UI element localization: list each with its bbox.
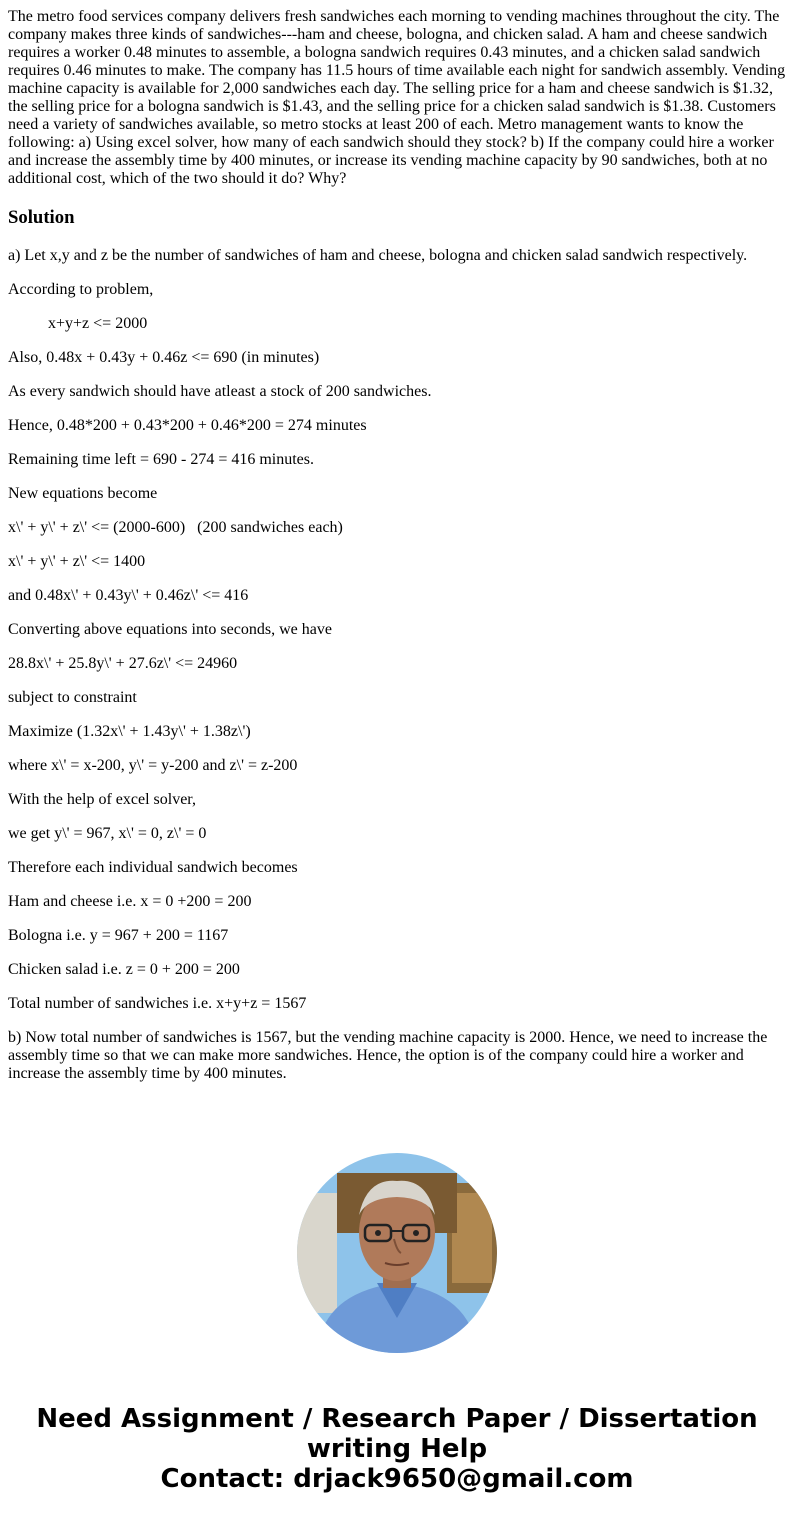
- solution-step: As every sandwich should have atleast a stock of 200 sandwiches.: [8, 383, 432, 400]
- solution-step: Chicken salad i.e. z = 0 + 200 = 200: [8, 961, 240, 978]
- solution-step: Remaining time left = 690 - 274 = 416 minutes.: [8, 451, 315, 468]
- solution-step: According to problem,: [8, 281, 154, 298]
- solution-step: x\' + y\' + z\' <= (2000-600) (200 sandwiches each): [8, 519, 343, 536]
- promo-banner: [0, 1404, 794, 1494]
- solution-step: Converting above equations into seconds, we have: [8, 621, 332, 638]
- solution-heading: Solution: [8, 207, 75, 228]
- solution-step: Total number of sandwiches i.e. x+y+z = 1567: [8, 995, 307, 1012]
- solution-step: With the help of excel solver,: [8, 791, 196, 808]
- solution-step: subject to constraint: [8, 689, 137, 706]
- author-portrait-image: [297, 1153, 497, 1353]
- solution-step: Also, 0.48x + 0.43y + 0.46z <= 690 (in minutes): [8, 349, 320, 366]
- solution-step: Ham and cheese i.e. x = 0 +200 = 200: [8, 893, 252, 910]
- solution-step: and 0.48x\' + 0.43y\' + 0.46z\' <= 416: [8, 587, 249, 604]
- solution-step: Therefore each individual sandwich becomes: [8, 859, 298, 876]
- solution-step: New equations become: [8, 485, 158, 502]
- question-text: The metro food services company delivers fresh sandwiches each morning to vending machines throughout the city. The company makes three kinds of sandwiches---ham and cheese, bologna, and chicken salad. A ham and cheese sandwich requires a worker 0.48 minutes to assemble, a bologna sandwich requires 0.43 minutes, and a chicken salad sandwich requires 0.46 minutes to make. The company has 11.5 hours of time available each night for sandwich assembly. Vending machine capacity is available for 2,000 sandwiches each day. The selling price for a ham and cheese sandwich is $1.32, the selling price for a bologna sandwich is $1.43, and the selling price for a chicken salad sandwich is $1.38. Customers need a variety of sandwiches available, so metro stocks at least 200 of each. Metro management wants to know the following: a) Using excel solver, how many of each sandwich should they stock? b) If the company could hire a worker and increase the assembly time by 400 minutes, or increase its vending machine capacity by 90 sandwiches, both at no additional cost, which of the two should it do? Why?: [8, 8, 786, 187]
- solution-step: 28.8x\' + 25.8y\' + 27.6z\' <= 24960: [8, 655, 238, 672]
- solution-step: where x\' = x-200, y\' = y-200 and z\' = z-200: [8, 757, 298, 774]
- solution-step: Maximize (1.32x\' + 1.43y\' + 1.38z\'): [8, 723, 251, 740]
- solution-step: Hence, 0.48*200 + 0.43*200 + 0.46*200 = 274 minutes: [8, 417, 367, 434]
- solution-steps: [8, 247, 786, 1083]
- solution-step: x\' + y\' + z\' <= 1400: [8, 553, 146, 570]
- author-photo: [297, 1153, 497, 1353]
- promo-contact: Contact: drjack9650@gmail.com: [160, 1464, 634, 1494]
- solution-step: a) Let x,y and z be the number of sandwiches of ham and cheese, bologna and chicken salad sandwich respectively.: [8, 247, 748, 264]
- solution-step: b) Now total number of sandwiches is 1567, but the vending machine capacity is 2000. Hence, we need to increase the assembly time so that we can make more sandwiches. Hence, the option is of the company could hire a worker and increase the assembly time by 400 minutes.: [8, 1029, 768, 1082]
- promo-line: writing Help: [306, 1434, 488, 1464]
- solution-step: we get y\' = 967, x\' = 0, z\' = 0: [8, 825, 207, 842]
- solution-step: Bologna i.e. y = 967 + 200 = 1167: [8, 927, 229, 944]
- solution-step: x+y+z <= 2000: [48, 315, 148, 332]
- promo-line: Need Assignment / Research Paper / Dissertation: [36, 1404, 758, 1434]
